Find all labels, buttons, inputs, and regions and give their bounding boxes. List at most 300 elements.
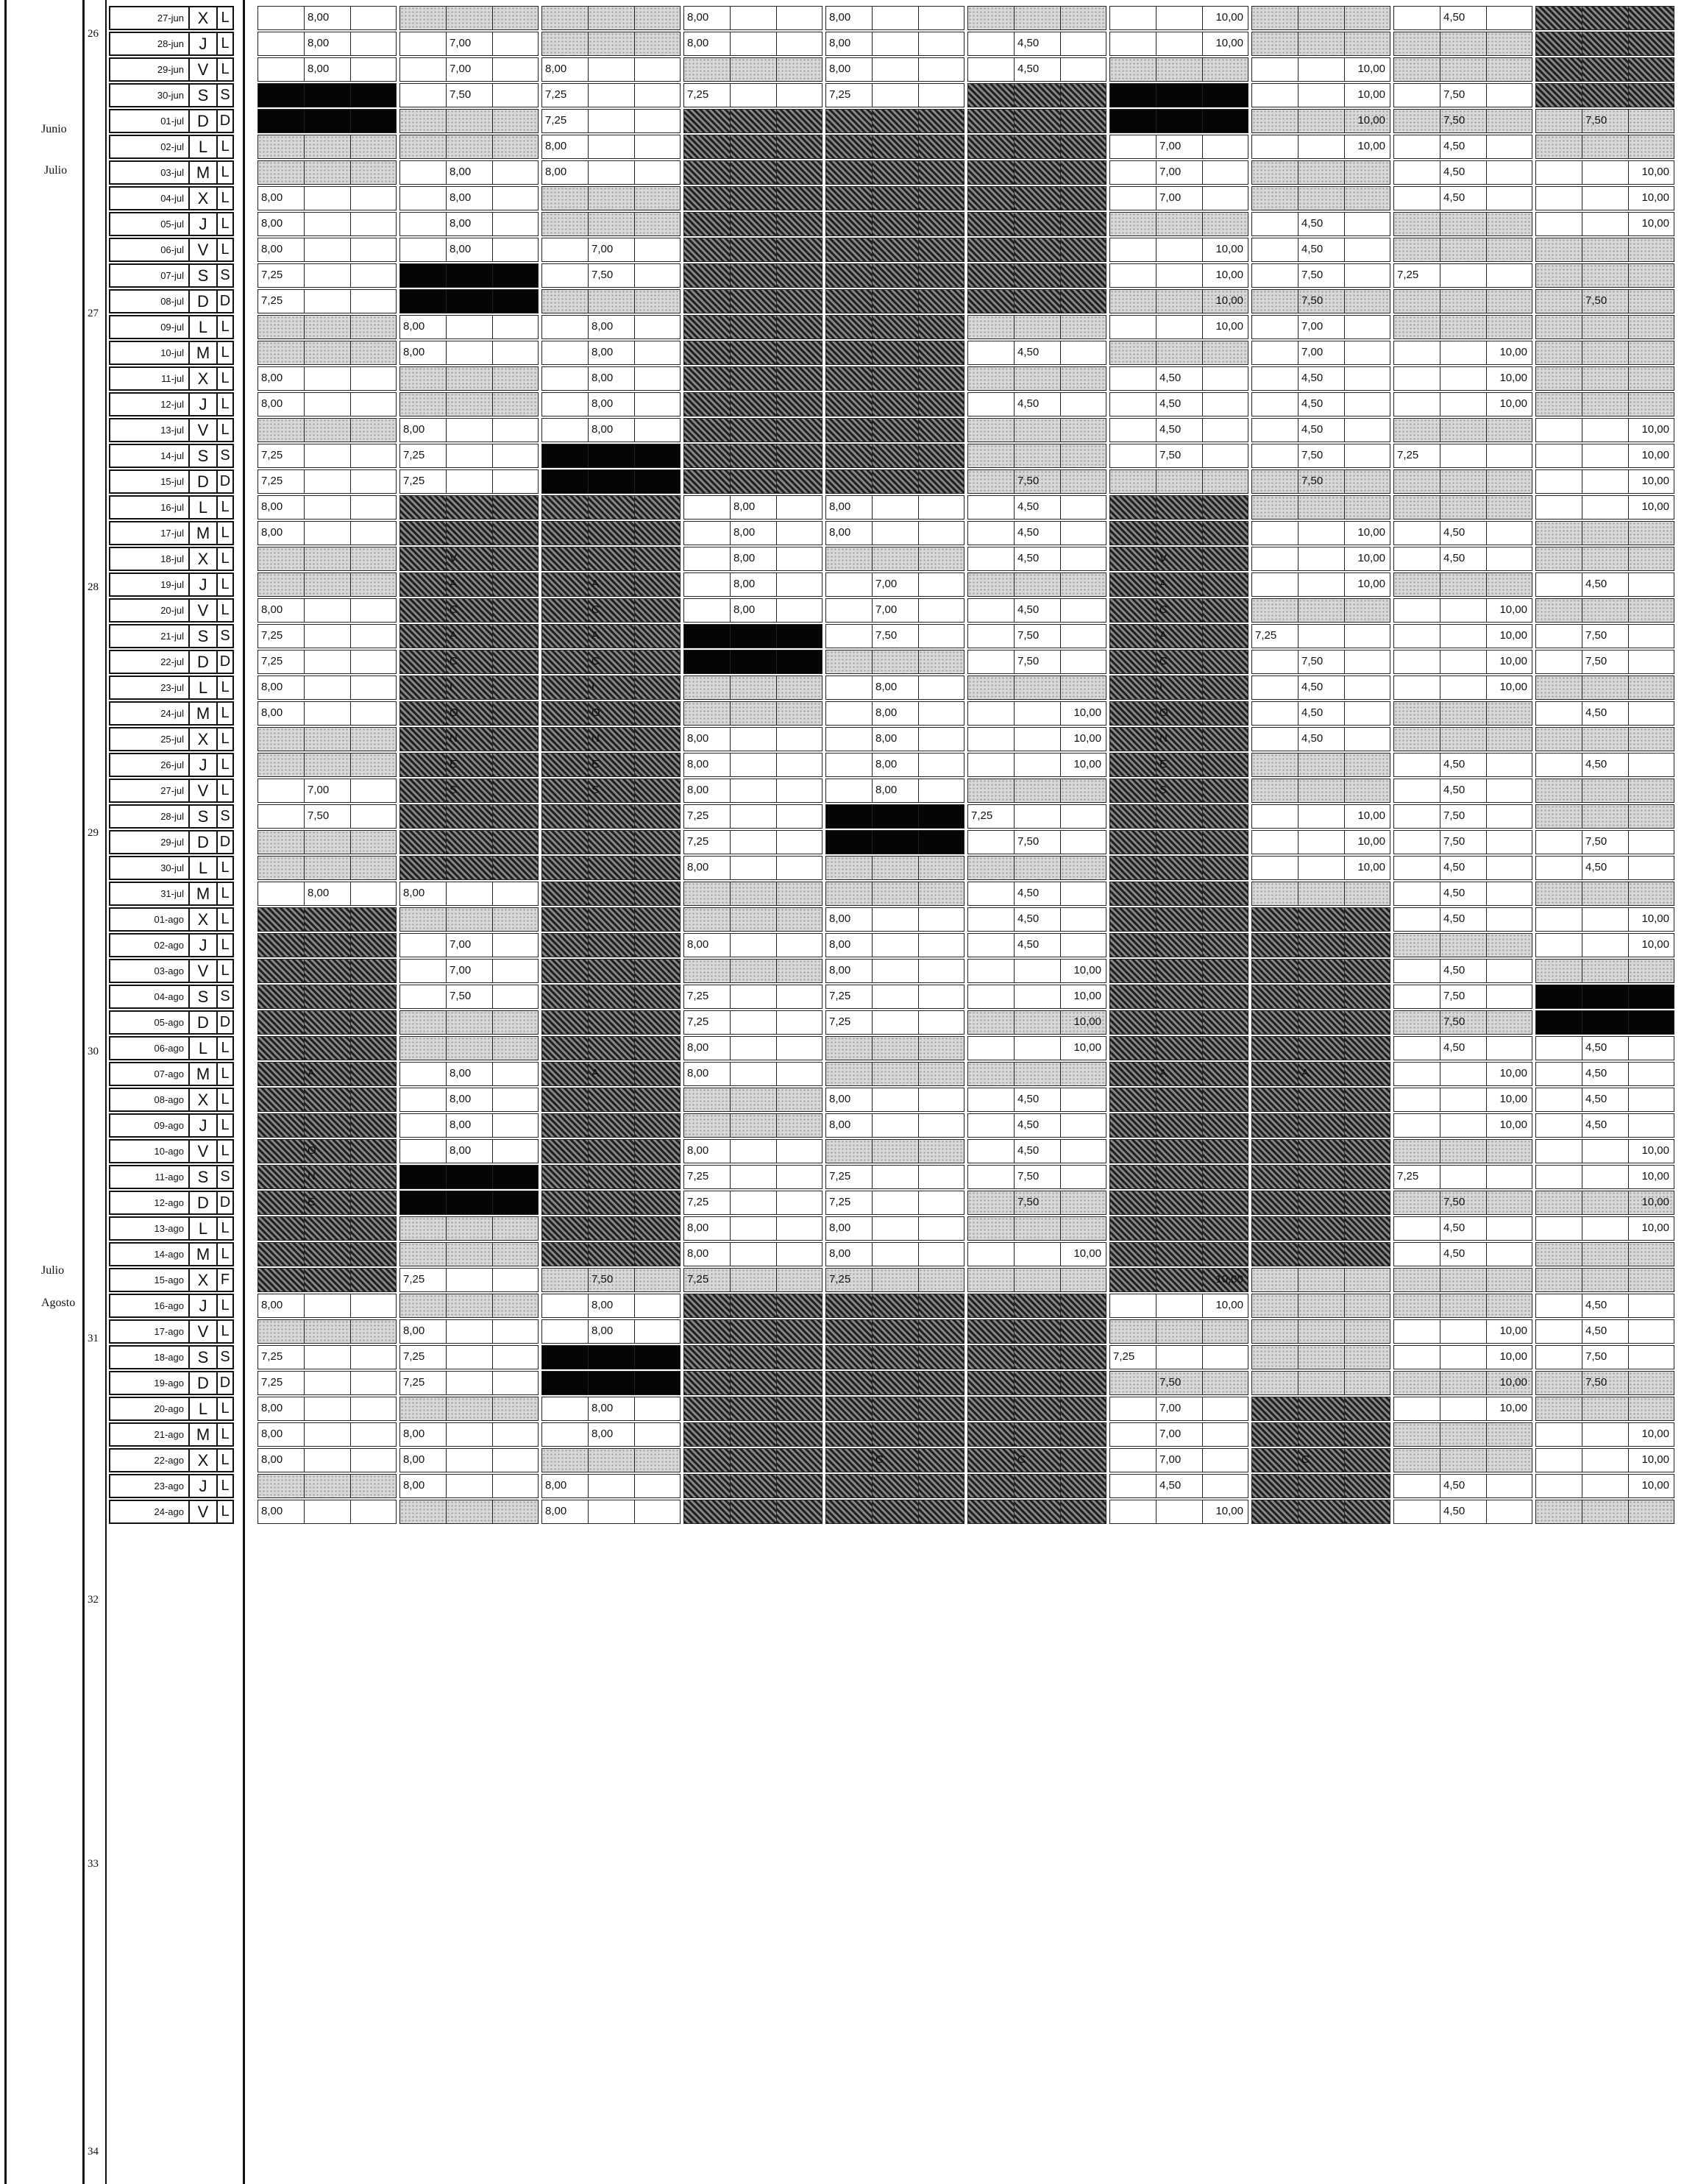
shift-cell: [1628, 701, 1674, 726]
shift-cell: [257, 341, 305, 365]
shift-cell: [825, 315, 873, 339]
shift-cell: [1060, 727, 1106, 751]
shift-cell: [257, 1474, 305, 1498]
shift-cell: [776, 1422, 823, 1447]
day-type-letter: L: [221, 396, 230, 412]
shift-cell: [1202, 341, 1248, 365]
shift-hours: C: [450, 655, 458, 667]
shift-cell: [1014, 753, 1061, 777]
shift-cell: [1202, 366, 1248, 391]
shift-cell: [1156, 727, 1203, 751]
shift-cell: [1202, 1242, 1248, 1266]
shift-cell: [399, 521, 447, 545]
shift-hours: 4,50: [1443, 912, 1465, 925]
shift-hours: 7,50: [1443, 1015, 1465, 1028]
shift-cell: [257, 83, 305, 107]
shift-cell: [1060, 1448, 1106, 1472]
shift-cell: [1344, 624, 1390, 648]
shift-cell: [1344, 238, 1390, 262]
shift-cell: [1440, 32, 1487, 56]
shift-cell: [1156, 1062, 1203, 1086]
shift-cell: [1486, 1062, 1532, 1086]
shift-hours: 7,25: [261, 269, 283, 281]
shift-cell: [1486, 1113, 1532, 1138]
shift-cell: [1582, 392, 1629, 416]
shift-cell: [1582, 315, 1629, 339]
shift-cell: [1060, 1345, 1106, 1369]
shift-cell: [257, 392, 305, 416]
shift-cell: [634, 1036, 681, 1060]
shift-cell: [918, 212, 964, 236]
shift-cell: [1014, 856, 1061, 880]
day-type-letter: L: [221, 1426, 230, 1442]
date-row: [109, 495, 234, 520]
shift-hours: 7,00: [308, 784, 330, 796]
shift-cell: [446, 392, 493, 416]
shift-cell: [730, 1500, 777, 1524]
shift-cell: [492, 959, 539, 983]
shift-cell: [1582, 650, 1629, 674]
shift-hours: I: [450, 681, 453, 693]
shift-cell: [967, 57, 1015, 82]
shift-cell: [1109, 289, 1157, 313]
shift-cell: [1628, 392, 1674, 416]
shift-cell: [1393, 779, 1440, 803]
shift-cell: [1628, 57, 1674, 82]
shift-cell: [1156, 804, 1203, 829]
shift-cell: [1202, 1088, 1248, 1112]
shift-cell: [1060, 1088, 1106, 1112]
shift-hours: 8,00: [875, 784, 898, 796]
shift-cell: [1109, 753, 1157, 777]
shift-cell: [1440, 598, 1487, 623]
shift-cell: [1535, 444, 1582, 468]
shift-hours: 7,25: [1255, 629, 1277, 642]
shift-cell: [1582, 1371, 1629, 1395]
shift-cell: [399, 1139, 447, 1163]
shift-cell: [1582, 701, 1629, 726]
week-number: 26: [88, 28, 99, 40]
shift-cell: [304, 392, 351, 416]
shift-cell: [1535, 727, 1582, 751]
shift-cell: [918, 650, 964, 674]
shift-cell: [541, 238, 589, 262]
date-row: [109, 109, 234, 133]
day-type-letter: L: [221, 216, 230, 232]
shift-cell: [492, 1165, 539, 1189]
shift-hours: O: [591, 706, 600, 719]
shift-hours: 10,00: [1641, 938, 1669, 951]
shift-cell: [1440, 57, 1487, 82]
shift-cell: [634, 315, 681, 339]
shift-cell: [918, 160, 964, 185]
day-type-letter: S: [220, 87, 230, 103]
shift-cell: [730, 856, 777, 880]
shift-cell: [1298, 727, 1345, 751]
shift-cell: [1060, 572, 1106, 597]
shift-cell: [967, 1474, 1015, 1498]
shift-hours: 10,00: [1215, 294, 1243, 307]
shift-hours: 7,25: [261, 449, 283, 461]
shift-hours: 7,00: [1159, 1402, 1182, 1414]
shift-cell: [730, 985, 777, 1009]
shift-hours: 10,00: [1499, 655, 1527, 667]
shift-hours: 10,00: [1215, 37, 1243, 49]
shift-cell: [541, 521, 589, 545]
shift-hours: 4,50: [1585, 1118, 1607, 1131]
shift-cell: [350, 521, 397, 545]
shift-cell: [730, 547, 777, 571]
shift-cell: [304, 727, 351, 751]
shift-hours: 4,50: [1017, 603, 1040, 616]
shift-cell: [1440, 933, 1487, 957]
shift-cell: [872, 186, 919, 210]
shift-cell: [304, 882, 351, 906]
shift-cell: [541, 1397, 589, 1421]
date-label: 13-jul: [110, 419, 190, 441]
shift-cell: [541, 1139, 589, 1163]
shift-cell: [683, 1139, 731, 1163]
shift-cell: [1060, 57, 1106, 82]
shift-cell: [350, 1319, 397, 1344]
shift-hours: 10,00: [1499, 603, 1527, 616]
date-row: [109, 907, 234, 932]
shift-hours: 10,00: [1641, 1479, 1669, 1492]
shift-cell: [825, 804, 873, 829]
shift-cell: [776, 495, 823, 520]
shift-hours: 7,25: [261, 655, 283, 667]
shift-cell: [1202, 418, 1248, 442]
shift-hours: 10,00: [1073, 1247, 1101, 1260]
shift-cell: [399, 1294, 447, 1318]
shift-cell: [1535, 1422, 1582, 1447]
shift-cell: [1060, 160, 1106, 185]
shift-cell: [1060, 1422, 1106, 1447]
weekday-letter: X: [190, 1089, 218, 1110]
weekday-letter: V: [190, 1141, 218, 1162]
shift-cell: [257, 109, 305, 133]
shift-cell: [1251, 959, 1298, 983]
shift-hours: 10,00: [1357, 578, 1385, 590]
shift-cell: [872, 469, 919, 494]
shift-cell: [446, 1139, 493, 1163]
shift-cell: [1202, 830, 1248, 854]
shift-cell: [1156, 238, 1203, 262]
shift-cell: [1156, 856, 1203, 880]
shift-cell: [1486, 856, 1532, 880]
shift-cell: [825, 32, 873, 56]
shift-cell: [730, 315, 777, 339]
shift-cell: [872, 160, 919, 185]
shift-cell: [1109, 1371, 1157, 1395]
shift-cell: [1156, 1242, 1203, 1266]
shift-cell: [1440, 263, 1487, 288]
shift-cell: [1109, 366, 1157, 391]
date-row: [109, 32, 234, 56]
shift-hours: 7,25: [261, 1376, 283, 1389]
shift-cell: [776, 572, 823, 597]
shift-cell: [1393, 444, 1440, 468]
shift-cell: [776, 1268, 823, 1292]
shift-cell: [683, 444, 731, 468]
shift-hours: 8,00: [403, 423, 425, 436]
shift-cell: [872, 1474, 919, 1498]
shift-cell: [683, 907, 731, 932]
shift-cell: [350, 135, 397, 159]
shift-cell: [967, 83, 1015, 107]
shift-cell: [918, 444, 964, 468]
shift-cell: [1298, 32, 1345, 56]
shift-cell: [350, 1010, 397, 1035]
shift-hours: 8,00: [829, 526, 851, 539]
shift-cell: [1344, 315, 1390, 339]
shift-hours: 10,00: [1641, 1222, 1669, 1234]
shift-cell: [1014, 289, 1061, 313]
shift-cell: [1440, 469, 1487, 494]
shift-cell: [730, 882, 777, 906]
shift-cell: [1393, 1448, 1440, 1472]
shift-cell: [1060, 418, 1106, 442]
shift-cell: [1393, 1345, 1440, 1369]
shift-cell: [1344, 933, 1390, 957]
date-label: 10-jul: [110, 342, 190, 364]
shift-cell: [872, 6, 919, 30]
shift-cell: [492, 701, 539, 726]
shift-hours: 7,50: [1585, 114, 1607, 127]
shift-cell: [918, 727, 964, 751]
date-row: [109, 856, 234, 880]
shift-cell: [683, 109, 731, 133]
shift-cell: [776, 160, 823, 185]
shift-cell: [350, 985, 397, 1009]
shift-cell: [967, 1113, 1015, 1138]
shift-cell: [1393, 1139, 1440, 1163]
shift-cell: [304, 650, 351, 674]
shift-cell: [446, 238, 493, 262]
shift-hours: 4,50: [1017, 526, 1040, 539]
shift-cell: [1014, 1500, 1061, 1524]
shift-cell: [1582, 32, 1629, 56]
shift-cell: [588, 1500, 635, 1524]
shift-cell: [1535, 160, 1582, 185]
shift-hours: 7,50: [308, 809, 330, 822]
date-label: 29-jun: [110, 59, 190, 80]
day-type-letter: L: [221, 885, 230, 901]
shift-cell: [1298, 933, 1345, 957]
shift-cell: [1393, 1422, 1440, 1447]
shift-cell: [825, 650, 873, 674]
shift-cell: [257, 263, 305, 288]
shift-cell: [1060, 392, 1106, 416]
weekday-letter: V: [190, 239, 218, 260]
weekday-letter: S: [190, 1347, 218, 1368]
date-label: 20-ago: [110, 1398, 190, 1419]
shift-cell: [1628, 521, 1674, 545]
shift-hours: 4,50: [1301, 732, 1324, 745]
shift-cell: [350, 392, 397, 416]
shift-hours: 7,00: [1159, 140, 1182, 152]
shift-cell: [541, 495, 589, 520]
shift-cell: [967, 1500, 1015, 1524]
shift-hours: 4,50: [1585, 1325, 1607, 1337]
shift-cell: [1014, 547, 1061, 571]
shift-hours: 10,00: [1215, 320, 1243, 333]
shift-cell: [967, 624, 1015, 648]
shift-cell: [683, 392, 731, 416]
shift-cell: [446, 1191, 493, 1215]
shift-cell: [1582, 933, 1629, 957]
shift-cell: [1202, 109, 1248, 133]
shift-cell: [1251, 1088, 1298, 1112]
shift-cell: [918, 804, 964, 829]
shift-cell: [1202, 263, 1248, 288]
shift-hours: 8,00: [261, 243, 283, 255]
shift-cell: [634, 469, 681, 494]
shift-cell: [1393, 547, 1440, 571]
shift-hours: 8,00: [450, 1144, 472, 1157]
shift-cell: [1298, 907, 1345, 932]
shift-cell: [1060, 469, 1106, 494]
shift-cell: [1440, 444, 1487, 468]
month-label: Junio: [41, 123, 67, 135]
shift-cell: [1060, 263, 1106, 288]
shift-cell: [1109, 1268, 1157, 1292]
shift-cell: [541, 83, 589, 107]
date-row: [109, 598, 234, 623]
shift-hours: 4,50: [1017, 1093, 1040, 1105]
shift-cell: [1298, 1397, 1345, 1421]
shift-cell: [399, 1010, 447, 1035]
shift-cell: [1109, 933, 1157, 957]
shift-cell: [1535, 135, 1582, 159]
shift-cell: [1582, 1448, 1629, 1472]
shift-cell: [1202, 1268, 1248, 1292]
shift-cell: [257, 1139, 305, 1163]
shift-cell: [967, 856, 1015, 880]
shift-cell: [588, 959, 635, 983]
day-type-letter: D: [219, 1014, 231, 1030]
shift-cell: [776, 444, 823, 468]
shift-cell: [918, 701, 964, 726]
shift-cell: [730, 1448, 777, 1472]
shift-cell: [1202, 598, 1248, 623]
shift-cell: [1582, 882, 1629, 906]
shift-hours: 7,50: [450, 88, 472, 101]
shift-cell: [967, 1088, 1015, 1112]
shift-hours: 10,00: [1357, 526, 1385, 539]
date-row: [109, 57, 234, 82]
shift-cell: [634, 263, 681, 288]
shift-cell: [1251, 1036, 1298, 1060]
shift-cell: [1298, 1422, 1345, 1447]
shift-cell: [967, 1165, 1015, 1189]
shift-cell: [1440, 315, 1487, 339]
shift-cell: [446, 444, 493, 468]
weekday-letter: S: [190, 85, 218, 106]
shift-cell: [1535, 1062, 1582, 1086]
day-type-letter: S: [220, 1169, 230, 1185]
shift-cell: [683, 1165, 731, 1189]
shift-hours: 7,25: [261, 629, 283, 642]
shift-cell: [967, 1371, 1015, 1395]
shift-cell: [446, 495, 493, 520]
shift-cell: [634, 572, 681, 597]
shift-hours: 10,00: [1073, 758, 1101, 770]
shift-cell: [683, 160, 731, 185]
shift-cell: [776, 1500, 823, 1524]
shift-cell: [967, 212, 1015, 236]
shift-cell: [588, 1422, 635, 1447]
shift-cell: [257, 1088, 305, 1112]
shift-cell: [1628, 779, 1674, 803]
shift-hours: 8,00: [308, 11, 330, 24]
shift-hours: 7,25: [687, 1170, 709, 1183]
shift-cell: [872, 135, 919, 159]
shift-cell: [1344, 1500, 1390, 1524]
shift-cell: [967, 521, 1015, 545]
shift-cell: [492, 1088, 539, 1112]
shift-cell: [492, 521, 539, 545]
shift-cell: [776, 753, 823, 777]
shift-cell: [446, 985, 493, 1009]
shift-cell: [492, 650, 539, 674]
shift-cell: [1628, 650, 1674, 674]
shift-cell: [399, 1242, 447, 1266]
shift-cell: [1202, 1345, 1248, 1369]
shift-cell: [1628, 469, 1674, 494]
shift-cell: [1535, 676, 1582, 700]
shift-cell: [1628, 1345, 1674, 1369]
shift-cell: [304, 1010, 351, 1035]
weekday-letter: D: [190, 832, 218, 853]
shift-cell: [541, 804, 589, 829]
shift-cell: [872, 650, 919, 674]
shift-cell: [492, 882, 539, 906]
shift-cell: [1344, 469, 1390, 494]
shift-cell: [1156, 521, 1203, 545]
shift-hours: 4,50: [1017, 912, 1040, 925]
shift-cell: [1535, 650, 1582, 674]
shift-cell: [1582, 985, 1629, 1009]
shift-cell: [1060, 212, 1106, 236]
shift-hours: 7,00: [1159, 1428, 1182, 1440]
shift-cell: [541, 727, 589, 751]
date-label: 24-ago: [110, 1501, 190, 1522]
shift-cell: [1014, 1294, 1061, 1318]
shift-hours: 7,00: [450, 964, 472, 976]
shift-cell: [776, 238, 823, 262]
shift-cell: [1393, 933, 1440, 957]
shift-cell: [446, 779, 493, 803]
shift-cell: [1344, 289, 1390, 313]
day-type-letter: D: [219, 293, 231, 309]
shift-cell: [1486, 366, 1532, 391]
shift-cell: [541, 1371, 589, 1395]
shift-cell: [257, 495, 305, 520]
shift-cell: [1202, 882, 1248, 906]
shift-cell: [257, 804, 305, 829]
shift-cell: [683, 1268, 731, 1292]
weekday-letter: L: [190, 497, 218, 518]
shift-cell: [634, 1268, 681, 1292]
shift-cell: [541, 469, 589, 494]
shift-cell: [1156, 1113, 1203, 1138]
shift-cell: [918, 907, 964, 932]
shift-cell: [634, 418, 681, 442]
shift-cell: [1109, 856, 1157, 880]
shift-cell: [634, 804, 681, 829]
shift-hours: 4,50: [1017, 346, 1040, 358]
